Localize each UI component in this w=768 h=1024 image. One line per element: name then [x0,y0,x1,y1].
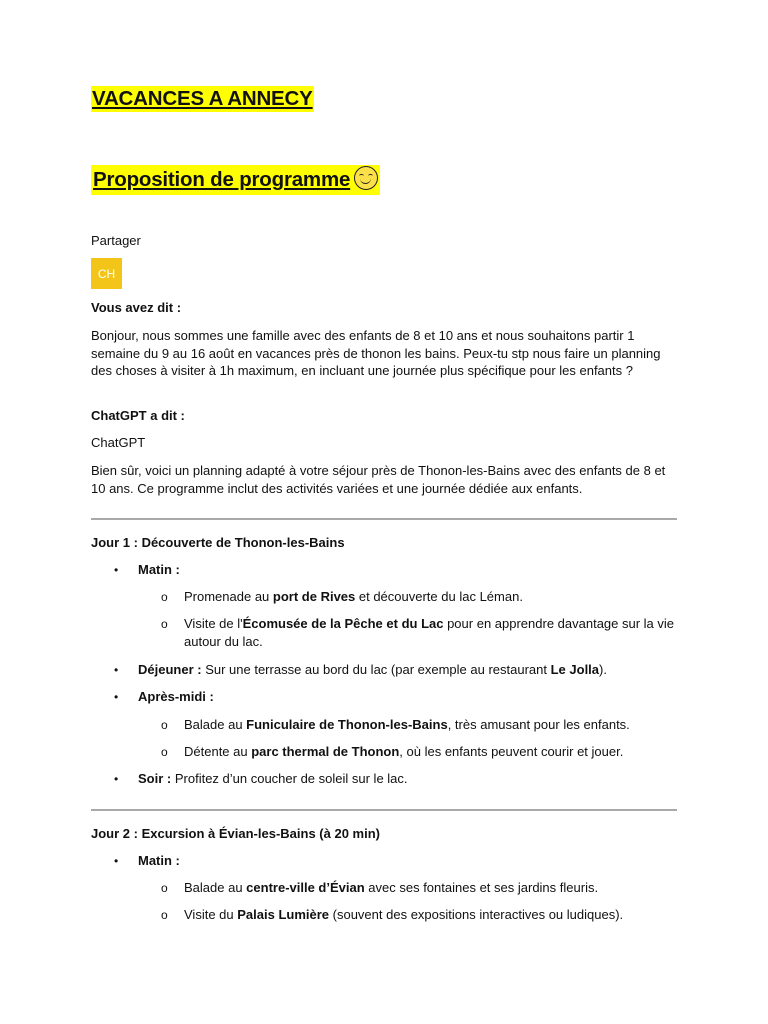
sub-bullet-glyph: o [161,718,168,732]
page-title: VACANCES A ANNECY [92,87,313,110]
list-item: Visite du Palais Lumière (souvent des expositions interactives ou ludiques). [184,907,624,922]
share-link[interactable]: Partager [91,233,141,248]
list-item: Balade au Funiculaire de Thonon-les-Bains, très amusant pour les enfants. [184,717,630,732]
day1-matin-label: Matin : [138,562,180,577]
page-subtitle [91,165,380,195]
sub-bullet-glyph: o [161,617,168,631]
title-block [91,86,314,112]
assistant-name: ChatGPT [91,435,146,450]
bullet-glyph: • [114,690,119,704]
smiling-face-icon [354,166,378,190]
sub-bullet-glyph: o [161,745,168,759]
list-item: Déjeuner : Sur une terrasse au bord du lac (par exemple au restaurant Le Jolla). [138,662,607,677]
bullet-glyph: • [114,772,119,786]
divider [91,518,677,520]
list-item: Visite de l'Écomusée de la Pêche et du Lac pour en apprendre davantage sur la vie autour du lac. [184,616,675,649]
avatar: CH [91,258,122,289]
day1-apres-midi-label: Après-midi : [138,689,214,704]
assistant-intro: Bien sûr, voici un planning adapté à votre séjour près de Thonon-les-Bains avec des enfants de 8 et 10 ans. Ce programme inclut des activités variées et une journée dédiée aux enfants. [91,463,666,496]
bullet-glyph: • [114,854,119,868]
subtitle-block [91,165,380,195]
list-item: Détente au parc thermal de Thonon, où les enfants peuvent courir et jouer. [184,744,624,759]
assistant-label: ChatGPT a dit : [91,408,185,423]
sub-bullet-glyph: o [161,881,168,895]
day2-heading: Jour 2 : Excursion à Évian-les-Bains (à 20 min) [91,826,380,841]
subtitle-text: Proposition de programme [93,168,351,191]
day2-matin-label: Matin : [138,853,180,868]
sub-bullet-glyph: o [161,590,168,604]
bullet-glyph: • [114,563,119,577]
bullet-glyph: • [114,663,119,677]
user-message: Bonjour, nous sommes une famille avec des enfants de 8 et 10 ans et nous souhaitons partir 1 semaine du 9 au 16 août en vacances près de thonon les bains. Peux-tu stp nous faire un planning des choses à visiter à 1h maximum, en incluant une journée plus spécifique pour les enfants ? [91,328,661,378]
list-item: Balade au centre-ville d’Évian avec ses fontaines et ses jardins fleuris. [184,880,599,895]
divider [91,809,677,811]
user-label: Vous avez dit : [91,300,182,315]
list-item: Promenade au port de Rives et découverte du lac Léman. [184,589,523,604]
sub-bullet-glyph: o [161,908,168,922]
list-item: Soir : Profitez d’un coucher de soleil sur le lac. [138,771,408,786]
day1-heading: Jour 1 : Découverte de Thonon-les-Bains [91,535,345,550]
